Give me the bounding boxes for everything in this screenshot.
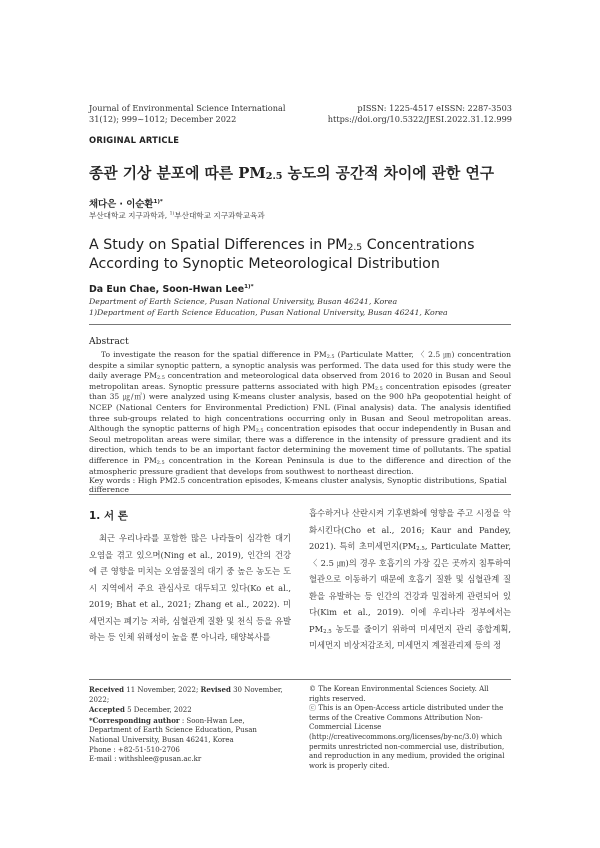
section-title-intro: 1. 서 론 bbox=[89, 510, 128, 522]
keywords bbox=[89, 476, 511, 494]
issn-info bbox=[328, 103, 512, 125]
english-title: A Study on Spatial Differences in $PM_{2.5}$ Concentrations According to Synoptic Meteorological Distribution bbox=[89, 237, 475, 272]
doi-link[interactable]: https://doi.org/10.5322/JESI.2022.31.12.999 bbox=[327, 114, 512, 124]
article-history-footnote: Received 11 November, 2022; Revised 30 November, 2022; Accepted 5 December, 2022 *Corresponding author : Soon-Hwan Lee, Department of Earth Science Education, Pusan National University, Busan 46241, Korea Phone : +82-51-510-2706 E-mail : withshlee@pusan.ac.kr bbox=[89, 685, 289, 765]
affiliation-1: Department of Earth Science, Pusan National University, Busan 46241, Korea bbox=[89, 297, 398, 306]
english-affiliations bbox=[89, 296, 448, 318]
email[interactable]: E-mail : withshlee@pusan.ac.kr bbox=[89, 755, 202, 764]
intro-column-left: 최근 우리나라를 포함한 많은 나라들이 심각한 대기오염을 겪고 있으며(Ning et al., 2019), 인간의 건강에 큰 영향을 미치는 오염물질의 대기 중 높은 농도는 도시 지역에서 주요 관심사로 대두되고 있다(Ko et al., 2019; Bhat et al., 2021; Zhang et al., 2022). 미세먼지는 폐기능 저하, 심혈관계 질환 및 천식 등을 유발하는 등 인체 위해성이 높을 뿐 아니라, 태양복사를 bbox=[89, 533, 291, 642]
abstract-heading: Abstract bbox=[89, 336, 129, 347]
affiliation-2: 1)Department of Earth Science Education, Pusan National University, Busan 46241, Korea bbox=[89, 308, 448, 317]
divider-footnotes bbox=[89, 679, 511, 680]
license-text: ⓒ This is an Open-Access article distributed under the terms of the Creative Commons Attribution Non-Commercial License (http://creativecommons.org/licenses/by-nc/3.0) which permits unrestricted non-commercial use, distribution, and reproduction in any medium, provided the original work is properly cited. bbox=[309, 704, 505, 770]
korean-authors: 채다은 · 이순환$^{1)*}$ bbox=[89, 198, 163, 210]
journal-issue: 31(12); 999~1012; December 2022 bbox=[89, 114, 237, 124]
korean-title: 종관 기상 분포에 따른 $PM_{2.5}$ 농도의 공간적 차이에 관한 연구 bbox=[89, 165, 495, 182]
intro-column-right: 흡수하거나 산란시켜 기후변화에 영향을 주고 시정을 악화시킨다(Cho et al., 2016; Kaur and Pandey, 2021). 특히 초미세먼지($PM_{2.5}$, Particulate Matter, 〈 2.5 ㎛)의 경우 호흡기의 가장 깊은 곳까지 침투하여 혈관으로 이동하기 때문에 호흡기 질환 및 심혈관계 질환을 유발하는 등 인간의 건강과 밀접하게 관련되어 있다(Kim et al., 2019). 이에 우리나라 정부에서는 $PM_{2.5}$ 농도를 줄이기 위하여 미세먼지 관리 종합계획, 미세먼지 비상저감조치, 미세먼지 계절관리제 등의 정 bbox=[309, 508, 511, 650]
copyright-line: © The Korean Environmental Sciences Society. All rights reserved. bbox=[309, 685, 489, 703]
divider-keywords bbox=[89, 494, 511, 495]
issn-numbers: pISSN: 1225-4517 eISSN: 2287-3503 bbox=[357, 103, 512, 113]
korean-affiliation: 부산대학교 지구과학과, $^{1)}$부산대학교 지구과학교육과 bbox=[89, 211, 265, 220]
journal-info bbox=[89, 103, 286, 125]
article-type: ORIGINAL ARTICLE bbox=[89, 135, 180, 145]
corresponding-author: *Corresponding author : Soon-Hwan Lee, Department of Earth Science Education, Pusan National University, Busan 46241, Korea bbox=[89, 715, 257, 744]
divider-top bbox=[89, 324, 511, 325]
abstract-body: To investigate the reason for the spatial difference in $PM_{2.5}$ (Particulate Matter, 〈 2.5 ㎛) concentration despite a similar synoptic pattern, a synoptic analysis was performed. The data used for this study were the daily average $PM_{2.5}$ concentration and meteorological data observed from 2016 to 2020 in Busan and Seoul metropolitan areas. Synoptic pressure patterns associated with high $PM_{2.5}$ concentration episodes (greater than 35 ㎍/㎥) were analyzed using K-means cluster analysis, based on the 900 hPa geopotential height of NCEP (National Centers for Environmental Prediction) FNL (Final analysis) data. The analysis identified three sub-groups related to high concentrations occurring only in Busan and Seoul metropolitan areas. Although the synoptic patterns of high $PM_{2.5}$ concentration episodes that occur independently in Busan and Seoul metropolitan areas were similar, there was a difference in the intensity of pressure gradient and its direction, which tends to be an important factor determining the movement time of pollutants. The spatial difference in $PM_{2.5}$ concentration in the Korean Peninsula is due to the difference and direction of the atmospheric pressure gradient that develops from southwest to northeast direction. bbox=[89, 350, 512, 476]
journal-name: Journal of Environmental Science International bbox=[89, 103, 286, 113]
keywords-text: High PM2.5 concentration episodes, K-means cluster analysis, Synoptic distributions, Spatial difference bbox=[89, 476, 507, 494]
english-authors: Da Eun Chae, Soon-Hwan Lee$^{1)*}$ bbox=[89, 283, 254, 295]
license-footnote bbox=[309, 685, 511, 771]
phone: Phone : +82-51-510-2706 bbox=[89, 745, 180, 754]
keywords-label: Key words : bbox=[89, 476, 138, 485]
